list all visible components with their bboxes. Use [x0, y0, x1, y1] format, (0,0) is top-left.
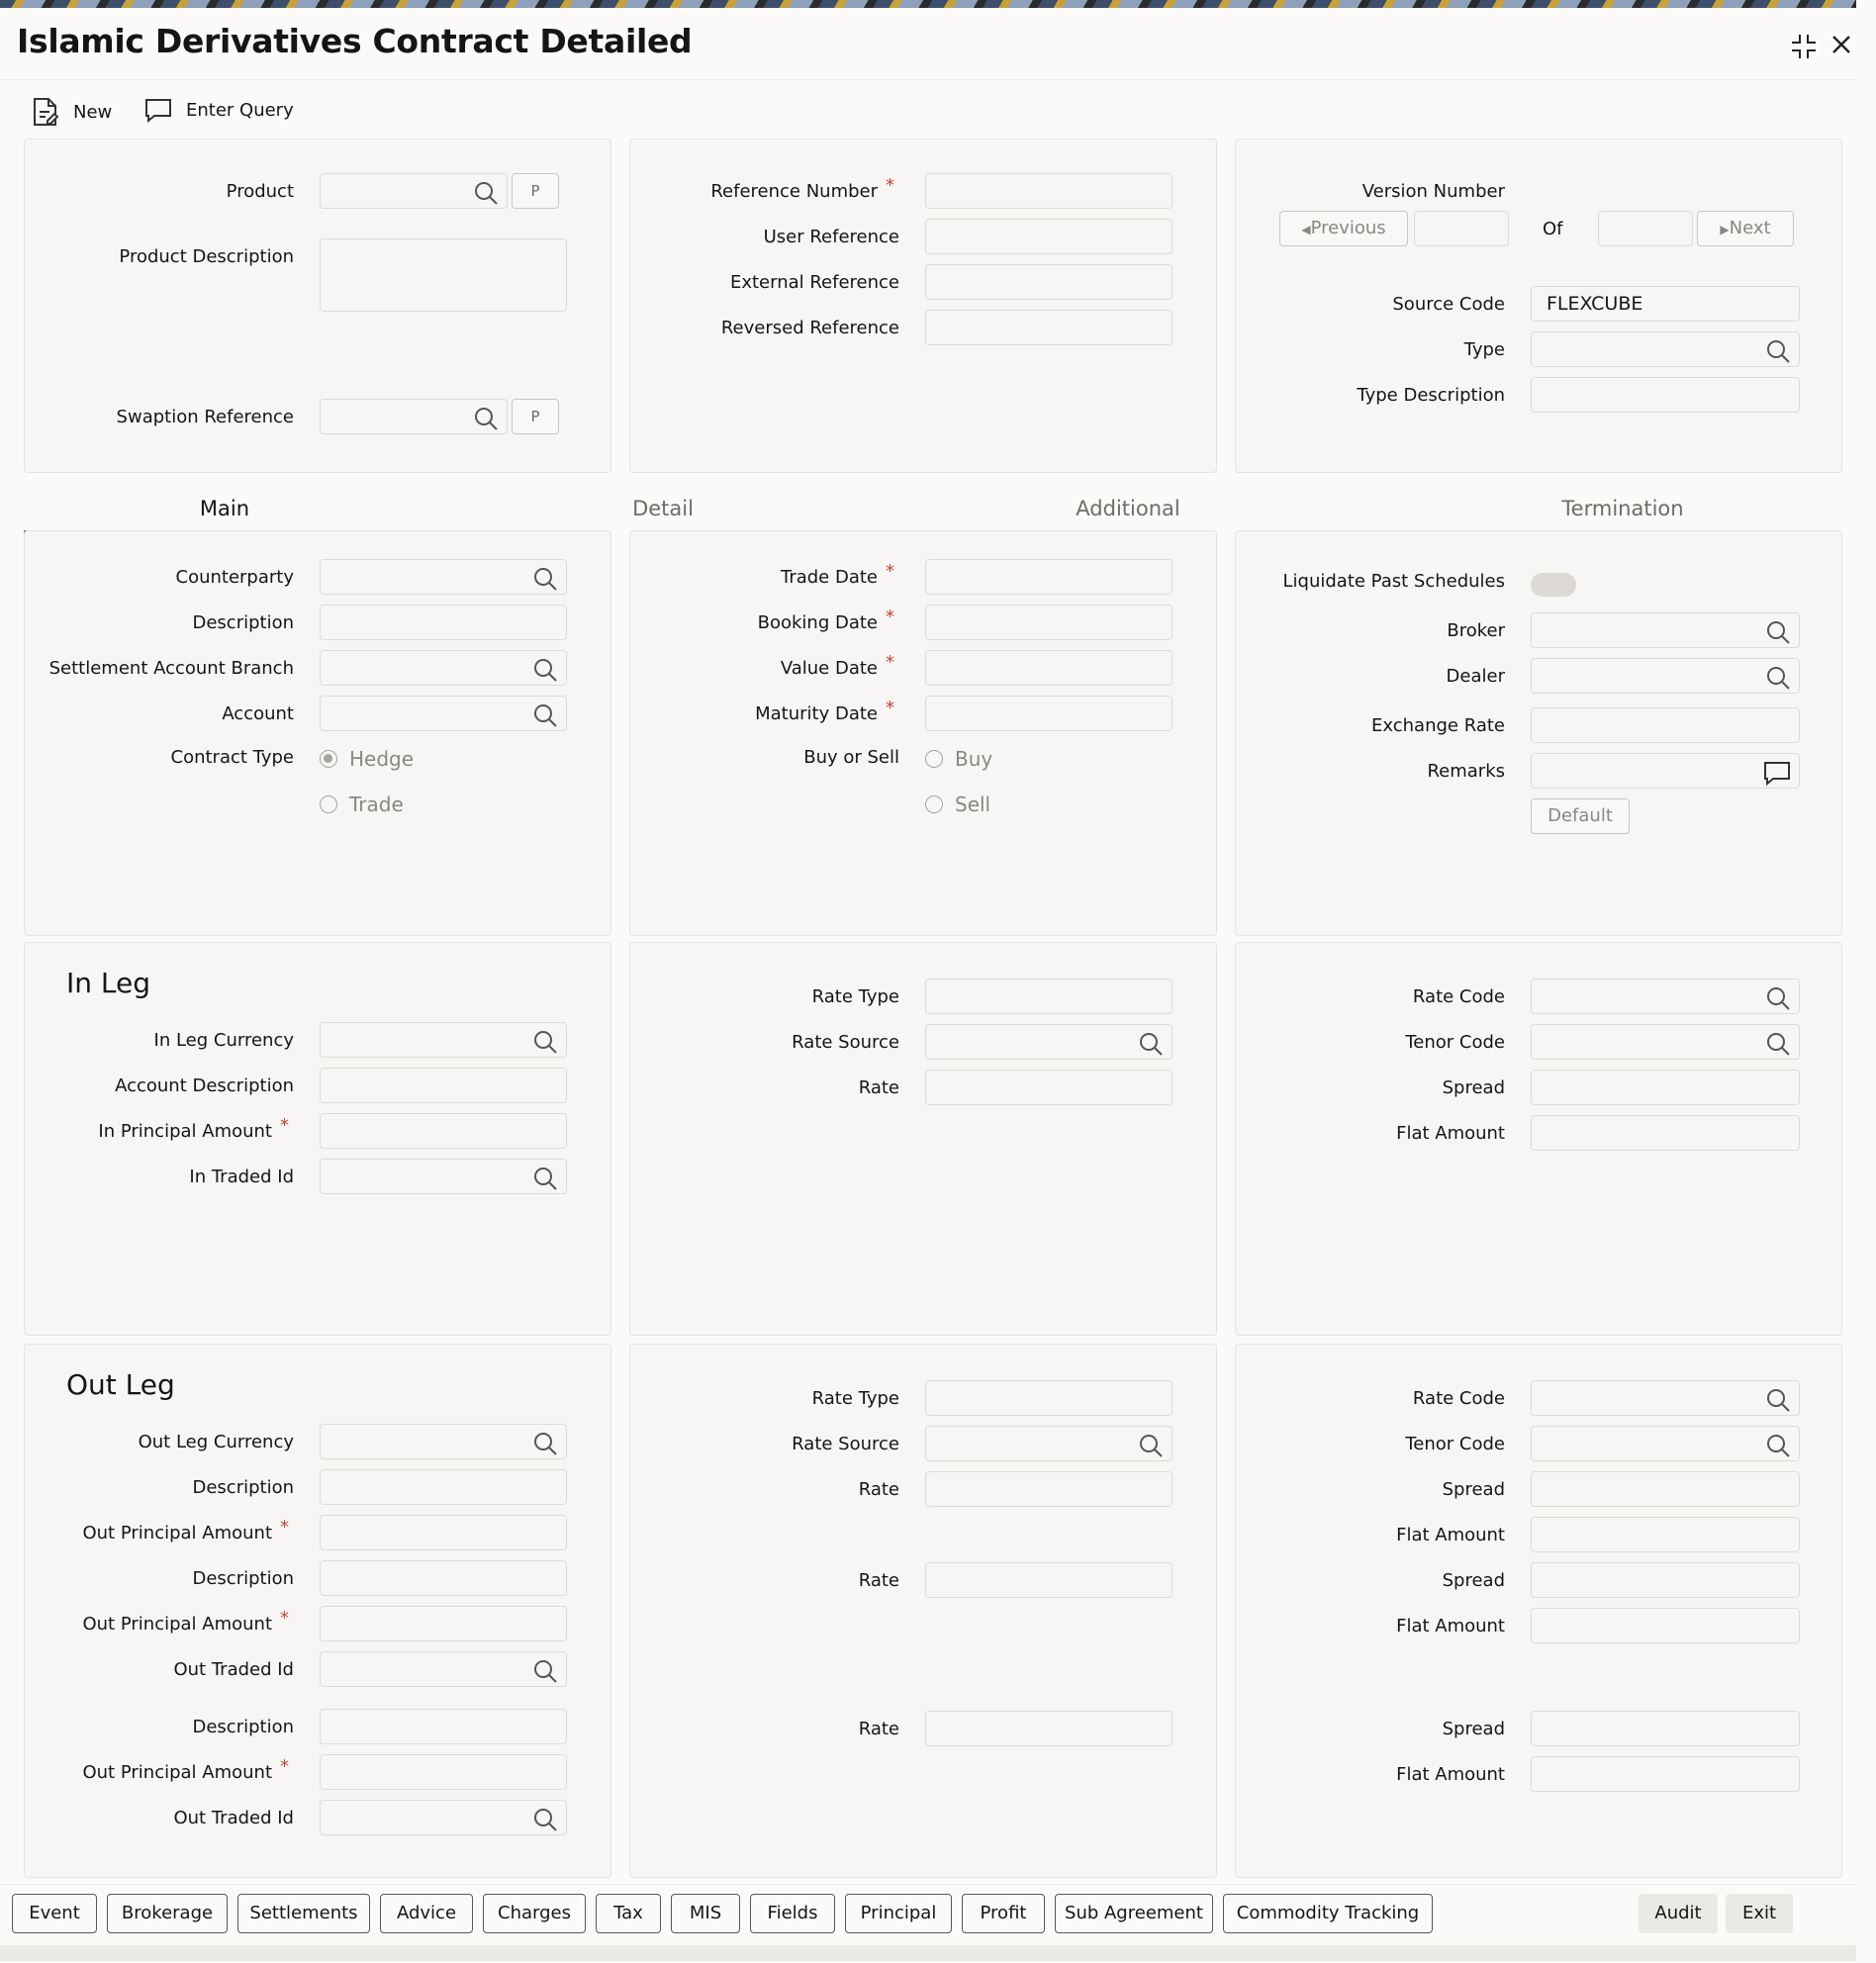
counterparty-field[interactable] — [320, 559, 567, 595]
reference-number-label: Reference Number — [710, 181, 878, 202]
out-principal-amount-field[interactable] — [320, 1515, 567, 1550]
hedge-radio[interactable] — [320, 747, 414, 771]
sell-radio[interactable] — [925, 793, 990, 816]
in-leg-currency-field[interactable] — [320, 1022, 567, 1058]
close-icon[interactable] — [1829, 32, 1854, 63]
required-marker: * — [280, 1517, 289, 1538]
in-rate-code-field[interactable] — [1531, 979, 1800, 1014]
buy-label: Buy — [955, 747, 993, 771]
in-spread-label: Spread — [1442, 1077, 1505, 1098]
out-flat-amount-label: Flat Amount — [1396, 1525, 1505, 1545]
brokerage-button[interactable]: Brokerage — [107, 1894, 228, 1933]
in-rate-field[interactable] — [925, 1070, 1172, 1105]
account-description-label: Account Description — [115, 1075, 294, 1096]
out-leg-panel — [24, 1344, 611, 1878]
exchange-rate-field[interactable] — [1531, 707, 1800, 743]
in-tenor-code-label: Tenor Code — [1405, 1032, 1505, 1053]
out-spread-label-3: Spread — [1442, 1719, 1505, 1739]
out-principal-amount-label-2: Out Principal Amount — [82, 1614, 272, 1635]
new-label: New — [73, 101, 113, 123]
previous-button[interactable]: ◀Previous — [1279, 211, 1408, 246]
type-field[interactable] — [1531, 331, 1800, 367]
radio-icon — [925, 795, 943, 813]
in-rate-label: Rate — [858, 1077, 899, 1098]
version-total-field[interactable] — [1598, 211, 1693, 246]
in-principal-amount-field[interactable] — [320, 1113, 567, 1149]
out-rate-label-2: Rate — [858, 1570, 899, 1591]
advice-button[interactable]: Advice — [380, 1894, 473, 1933]
out-traded-id-label-2: Out Traded Id — [173, 1808, 294, 1828]
radio-selected-icon — [320, 750, 337, 768]
out-rate-field-3[interactable] — [925, 1711, 1172, 1746]
tab-main[interactable]: Main — [199, 497, 250, 520]
dealer-label: Dealer — [1446, 666, 1505, 687]
settlement-account-branch-field[interactable] — [320, 650, 567, 686]
buy-radio[interactable] — [925, 747, 992, 771]
out-description-label: Description — [192, 1477, 294, 1498]
type-description-label: Type Description — [1357, 385, 1505, 406]
radio-icon — [925, 750, 943, 768]
out-spread-field[interactable] — [1531, 1471, 1800, 1507]
broker-panel — [1235, 530, 1842, 936]
contract-window — [0, 8, 1856, 1963]
enter-query-label: Enter Query — [186, 99, 294, 121]
maturity-date-field[interactable] — [925, 696, 1172, 731]
exchange-rate-label: Exchange Rate — [1371, 715, 1505, 736]
page-title: Islamic Derivatives Contract Detailed — [17, 22, 693, 60]
enter-query-button[interactable] — [144, 97, 294, 123]
required-marker: * — [886, 175, 894, 196]
required-marker: * — [886, 607, 894, 627]
footer-divider — [0, 1884, 1856, 1885]
next-button[interactable]: ▶Next — [1697, 211, 1794, 246]
search-icon[interactable] — [1765, 665, 1791, 691]
search-icon[interactable] — [1765, 338, 1791, 364]
dealer-field[interactable] — [1531, 658, 1800, 694]
in-flat-amount-field[interactable] — [1531, 1115, 1800, 1151]
out-description-field-3[interactable] — [320, 1709, 567, 1744]
search-icon[interactable] — [1765, 1031, 1791, 1057]
account-label: Account — [222, 703, 294, 724]
account-description-field[interactable] — [320, 1068, 567, 1103]
sell-label: Sell — [955, 793, 991, 816]
in-rate-type-field[interactable] — [925, 979, 1172, 1014]
in-principal-amount-label: In Principal Amount — [98, 1121, 272, 1142]
sub-agreement-button[interactable]: Sub Agreement — [1055, 1894, 1213, 1933]
in-leg-panel — [24, 942, 611, 1336]
value-date-label: Value Date — [780, 658, 878, 679]
search-icon[interactable] — [473, 406, 499, 431]
product-panel — [24, 139, 611, 473]
in-traded-id-field[interactable] — [320, 1159, 567, 1194]
in-leg-title: In Leg — [66, 967, 151, 999]
out-description-label-3: Description — [192, 1717, 294, 1737]
out-principal-amount-label: Out Principal Amount — [82, 1523, 272, 1543]
settlement-account-branch-label: Settlement Account Branch — [48, 658, 294, 679]
previous-label: Previous — [1310, 218, 1386, 238]
trade-radio[interactable] — [320, 793, 404, 816]
search-icon[interactable] — [1765, 1433, 1791, 1458]
search-icon[interactable] — [1765, 619, 1791, 645]
out-rate-label: Rate — [858, 1479, 899, 1500]
charges-button[interactable]: Charges — [483, 1894, 586, 1933]
version-panel — [1235, 139, 1842, 473]
principal-button[interactable]: Principal — [845, 1894, 952, 1933]
booking-date-field[interactable] — [925, 605, 1172, 640]
swaption-reference-field[interactable] — [320, 399, 508, 434]
out-flat-amount-field-3[interactable] — [1531, 1756, 1800, 1792]
out-leg-title: Out Leg — [66, 1368, 175, 1401]
in-rate-source-field[interactable] — [925, 1024, 1172, 1060]
version-number-field[interactable] — [1414, 211, 1509, 246]
search-icon[interactable] — [473, 180, 499, 206]
remarks-label: Remarks — [1427, 761, 1505, 782]
counterparty-panel — [24, 530, 611, 936]
counterparty-label: Counterparty — [175, 567, 294, 588]
out-flat-amount-label-2: Flat Amount — [1396, 1616, 1505, 1636]
type-label: Type — [1463, 339, 1505, 360]
product-field[interactable] — [320, 173, 508, 209]
out-spread-label-2: Spread — [1442, 1570, 1505, 1591]
out-description-label-2: Description — [192, 1568, 294, 1589]
out-description-field[interactable] — [320, 1469, 567, 1505]
maturity-date-label: Maturity Date — [755, 703, 878, 724]
out-leg-currency-label: Out Leg Currency — [138, 1432, 294, 1452]
description-label: Description — [192, 612, 294, 633]
source-code-value: FLEXCUBE — [1547, 293, 1643, 315]
profit-button[interactable]: Profit — [962, 1894, 1045, 1933]
new-button[interactable] — [32, 97, 112, 127]
out-flat-amount-field[interactable] — [1531, 1517, 1800, 1552]
new-document-icon — [32, 97, 59, 127]
out-principal-amount-label-3: Out Principal Amount — [82, 1762, 272, 1783]
source-code-label: Source Code — [1392, 294, 1505, 315]
window-top-decoration — [0, 0, 1856, 8]
out-traded-id-field-2[interactable] — [320, 1800, 567, 1835]
remarks-field[interactable] — [1531, 753, 1800, 789]
tab-detail[interactable]: Detail — [632, 497, 694, 520]
minimize-icon[interactable] — [1789, 32, 1819, 67]
product-description-field[interactable] — [320, 238, 567, 312]
in-leg-rate-panel — [629, 942, 1217, 1336]
commodity-tracking-button[interactable]: Commodity Tracking — [1223, 1894, 1433, 1933]
query-icon — [144, 97, 172, 123]
dates-panel — [629, 530, 1217, 936]
out-traded-id-label: Out Traded Id — [173, 1659, 294, 1680]
tab-additional[interactable]: Additional — [1076, 497, 1180, 520]
booking-date-label: Booking Date — [757, 612, 878, 633]
swaption-reference-label: Swaption Reference — [116, 407, 294, 427]
out-rate-type-field[interactable] — [925, 1380, 1172, 1416]
next-label: Next — [1729, 218, 1771, 238]
type-description-field[interactable] — [1531, 377, 1800, 413]
hedge-label: Hedge — [349, 747, 415, 771]
exit-button[interactable]: Exit — [1726, 1894, 1793, 1933]
external-reference-field[interactable] — [925, 264, 1172, 300]
value-date-field[interactable] — [925, 650, 1172, 686]
default-button[interactable]: Default — [1531, 798, 1630, 834]
search-icon[interactable] — [532, 566, 558, 592]
audit-button[interactable]: Audit — [1639, 1894, 1718, 1933]
out-flat-amount-field-2[interactable] — [1531, 1608, 1800, 1643]
out-principal-amount-field-2[interactable] — [320, 1606, 567, 1641]
out-rate-field[interactable] — [925, 1471, 1172, 1507]
out-spread-field-2[interactable] — [1531, 1562, 1800, 1598]
user-reference-label: User Reference — [763, 227, 899, 247]
product-p-button[interactable]: P — [512, 173, 559, 209]
out-rate-label-3: Rate — [858, 1719, 899, 1739]
in-spread-field[interactable] — [1531, 1070, 1800, 1105]
out-rate-code-field[interactable] — [1531, 1380, 1800, 1416]
search-icon[interactable] — [532, 702, 558, 728]
event-button[interactable]: Event — [12, 1894, 97, 1933]
out-leg-currency-field[interactable] — [320, 1424, 567, 1459]
product-label: Product — [226, 181, 294, 202]
out-rate-type-label: Rate Type — [811, 1388, 899, 1409]
liquidate-past-schedules-toggle[interactable] — [1531, 573, 1576, 597]
user-reference-field[interactable] — [925, 219, 1172, 254]
search-icon[interactable] — [1138, 1031, 1164, 1057]
out-spread-field-3[interactable] — [1531, 1711, 1800, 1746]
search-icon[interactable] — [532, 1658, 558, 1684]
search-icon[interactable] — [1138, 1433, 1164, 1458]
in-rate-source-label: Rate Source — [792, 1032, 899, 1053]
broker-label: Broker — [1447, 620, 1505, 641]
tab-termination[interactable]: Termination — [1561, 497, 1684, 520]
search-icon[interactable] — [1765, 985, 1791, 1011]
reference-panel — [629, 139, 1217, 473]
product-description-label: Product Description — [119, 246, 294, 267]
required-marker: * — [886, 698, 894, 718]
out-tenor-code-label: Tenor Code — [1405, 1434, 1505, 1454]
broker-field[interactable] — [1531, 612, 1800, 648]
out-rate-field-2[interactable] — [925, 1562, 1172, 1598]
required-marker: * — [280, 1115, 289, 1136]
in-rate-code-label: Rate Code — [1412, 986, 1505, 1007]
status-bar — [0, 1945, 1856, 1961]
search-icon[interactable] — [532, 1431, 558, 1456]
comment-icon[interactable] — [1763, 760, 1791, 786]
account-field[interactable] — [320, 696, 567, 731]
radio-icon — [320, 795, 337, 813]
in-tenor-code-field[interactable] — [1531, 1024, 1800, 1060]
tax-button[interactable]: Tax — [596, 1894, 661, 1933]
trade-date-label: Trade Date — [780, 567, 878, 588]
liquidate-past-schedules-label: Liquidate Past Schedules — [1282, 571, 1505, 592]
required-marker: * — [886, 561, 894, 582]
buy-or-sell-label: Buy or Sell — [803, 747, 899, 768]
description-field[interactable] — [320, 605, 567, 640]
mis-button[interactable]: MIS — [671, 1894, 740, 1933]
in-rate-type-label: Rate Type — [811, 986, 899, 1007]
swaption-p-button[interactable]: P — [512, 399, 559, 434]
out-rate-source-field[interactable] — [925, 1426, 1172, 1461]
contract-type-label: Contract Type — [170, 747, 294, 768]
required-marker: * — [280, 1608, 289, 1629]
trade-label: Trade — [349, 793, 404, 816]
search-icon[interactable] — [532, 1807, 558, 1832]
in-flat-amount-label: Flat Amount — [1396, 1123, 1505, 1144]
search-icon[interactable] — [532, 657, 558, 683]
settlements-button[interactable]: Settlements — [237, 1894, 370, 1933]
out-flat-amount-label-3: Flat Amount — [1396, 1764, 1505, 1785]
trade-date-field[interactable] — [925, 559, 1172, 595]
out-tenor-code-field[interactable] — [1531, 1426, 1800, 1461]
out-spread-label: Spread — [1442, 1479, 1505, 1500]
in-traded-id-label: In Traded Id — [189, 1167, 294, 1187]
reversed-reference-field[interactable] — [925, 310, 1172, 345]
source-code-field[interactable] — [1531, 286, 1800, 322]
search-icon[interactable] — [532, 1166, 558, 1191]
external-reference-label: External Reference — [729, 272, 899, 293]
in-leg-code-panel — [1235, 942, 1842, 1336]
reference-number-field[interactable] — [925, 173, 1172, 209]
in-leg-currency-label: In Leg Currency — [153, 1030, 294, 1051]
out-traded-id-field[interactable] — [320, 1651, 567, 1687]
fields-button[interactable]: Fields — [750, 1894, 835, 1933]
out-leg-rate-panel — [629, 1344, 1217, 1878]
title-divider — [0, 79, 1856, 80]
out-leg-code-panel — [1235, 1344, 1842, 1878]
required-marker: * — [886, 652, 894, 673]
out-rate-code-label: Rate Code — [1412, 1388, 1505, 1409]
out-principal-amount-field-3[interactable] — [320, 1754, 567, 1790]
reversed-reference-label: Reversed Reference — [720, 318, 899, 338]
search-icon[interactable] — [1765, 1387, 1791, 1413]
of-label: Of — [1543, 219, 1563, 239]
search-icon[interactable] — [532, 1029, 558, 1055]
version-number-label: Version Number — [1361, 181, 1505, 202]
out-rate-source-label: Rate Source — [792, 1434, 899, 1454]
out-description-field-2[interactable] — [320, 1560, 567, 1596]
required-marker: * — [280, 1756, 289, 1777]
